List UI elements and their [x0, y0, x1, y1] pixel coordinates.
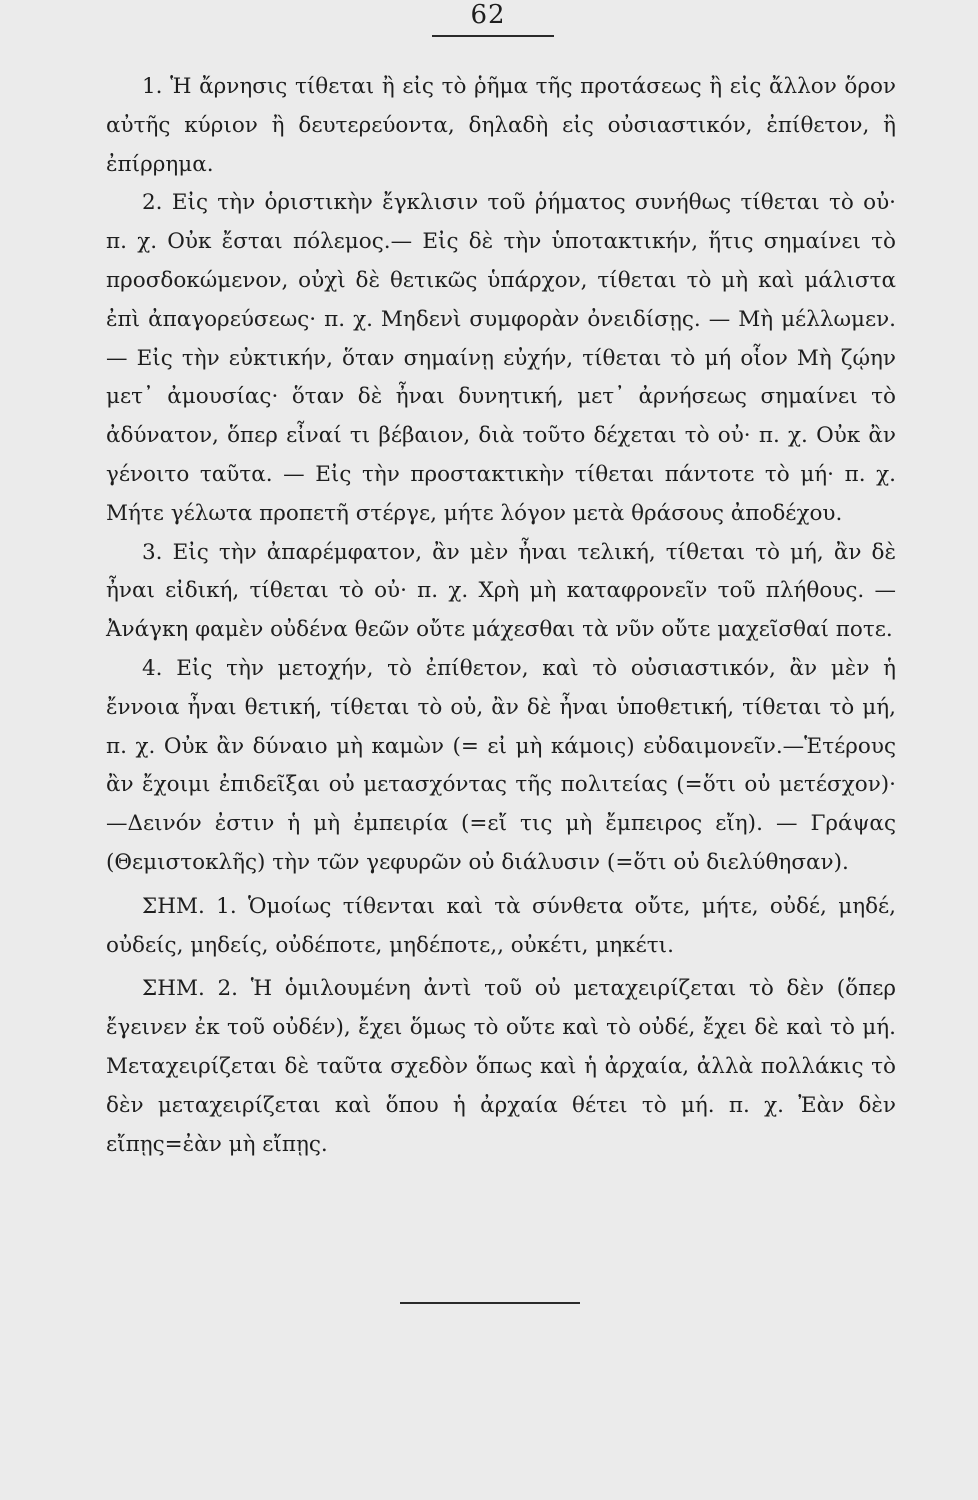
page-number: 62	[470, 0, 506, 30]
end-rule	[400, 1302, 580, 1304]
page-body	[106, 68, 896, 1164]
note-2: ΣΗΜ. 2. Ἡ ὁμιλουμένη ἀντὶ τοῦ οὐ μεταχειρίζεται τὸ δὲν (ὅπερ ἔγεινεν ἐκ τοῦ οὐδέν), ἔχει ὅμως τὸ οὔτε καὶ τὸ οὐδέ, ἔχει δὲ καὶ τὸ μή. Μεταχειρίζεται δὲ ταῦτα σχεδὸν ὅπως καὶ ἡ ἀρχαία, ἀλλὰ πολλάκις τὸ δὲν μεταχειρίζεται καὶ ὅπου ἡ ἀρχαία θέτει τὸ μή. π. χ. Ἐὰν δὲν εἴπῃς=ἐὰν μὴ εἴπῃς.	[106, 976, 896, 1157]
header-rule	[432, 35, 554, 37]
paragraph-4: 4. Εἰς τὴν μετοχήν, τὸ ἐπίθετον, καὶ τὸ οὐσιαστικόν, ἂν μὲν ἡ ἔννοια ἦναι θετική, τίθεται τὸ οὐ, ἂν δὲ ἦναι ὑποθετική, τίθεται τὸ μή, π. χ. Οὐκ ἂν δύναιο μὴ καμὼν (= εἰ μὴ κάμοις) εὐδαιμονεῖν.—Ἑτέρους ἂν ἔχοιμι ἐπιδεῖξαι οὐ μετασχόντας τῆς πολιτείας (=ὅτι οὐ μετέσχον)·—Δεινόν ἐστιν ἡ μὴ ἐμπειρία (=εἴ τις μὴ ἔμπειρος εἴη). — Γράψας (Θεμιστοκλῆς) τὴν τῶν γεφυρῶν οὐ διάλυσιν (=ὅτι οὐ διελύθησαν).	[106, 655, 896, 875]
note-1: ΣΗΜ. 1. Ὁμοίως τίθενται καὶ τὰ σύνθετα οὔτε, μήτε, οὐδέ, μηδέ, οὐδείς, μηδείς, οὐδέποτε, μηδέποτε,, οὐκέτι, μηκέτι.	[106, 893, 896, 958]
paragraph-3: 3. Εἰς τὴν ἀπαρέμφατον, ἂν μὲν ἦναι τελική, τίθεται τὸ μή, ἂν δὲ ἦναι εἰδική, τίθεται τὸ οὐ· π. χ. Χρὴ μὴ καταφρονεῖν τοῦ πλήθους. — Ἀνάγκη φαμὲν οὐδένα θεῶν οὔτε μάχεσθαι τὰ νῦν οὔτε μαχεῖσθαί ποτε.	[106, 539, 896, 643]
paragraph-2: 2. Εἰς τὴν ὁριστικὴν ἔγκλισιν τοῦ ῥήματος συνήθως τίθεται τὸ οὐ· π. χ. Οὐκ ἔσται πόλεμος.— Εἰς δὲ τὴν ὑποτακτικήν, ἥτις σημαίνει τὸ προσδοκώμενον, οὐχὶ δὲ θετικῶς ὑπάρχον, τίθεται τὸ μὴ καὶ μάλιστα ἐπὶ ἀπαγορεύσεως· π. χ. Μηδενὶ συμφορὰν ὀνειδίσῃς. — Μὴ μέλλωμεν. — Εἰς τὴν εὐκτικήν, ὅταν σημαίνῃ εὐχήν, τίθεται τὸ μή οἷον Μὴ ζῴην μετ᾽ ἀμουσίας· ὅταν δὲ ἦναι δυνητική, μετ᾽ ἀρνήσεως σημαίνει τὸ ἀδύνατον, ὅπερ εἶναί τι βέβαιον, διὰ τοῦτο δέχεται τὸ οὐ· π. χ. Οὐκ ἂν γένοιτο ταῦτα. — Εἰς τὴν προστακτικὴν τίθεται πάντοτε τὸ μή· π. χ. Μήτε γέλωτα προπετῆ στέργε, μήτε λόγον μετὰ θράσους ἀποδέχου.	[106, 190, 896, 526]
paragraph-1: 1. Ἡ ἄρνησις τίθεται ἢ εἰς τὸ ῥῆμα τῆς προτάσεως ἢ εἰς ἄλλον ὅρον αὐτῆς κύριον ἢ δευτερεύοντα, δηλαδὴ εἰς οὐσιαστικόν, ἐπίθετον, ἢ ἐπίρρημα.	[106, 74, 896, 177]
